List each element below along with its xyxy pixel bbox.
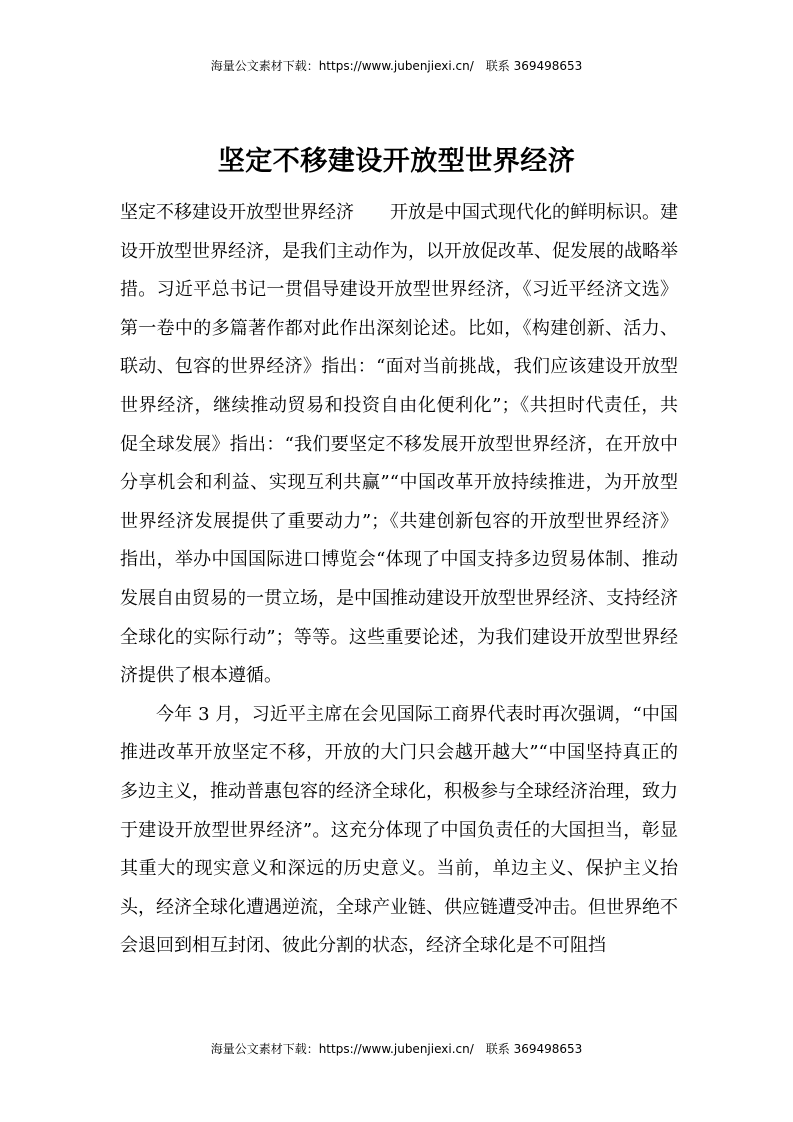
footer-contact: 联系 369498653 [485,1042,583,1056]
body-paragraph: 坚定不移建设开放型世界经济 开放是中国式现代化的鲜明标识。建设开放型世界经济，是我们主动作为，以开放促改革、促发展的战略举措。习近平总书记一贯倡导建设开放型世界经济，《习近平经济文选》第一卷中的多篇著作都对此作出深刻论述。比如，《构建创新、活力、联动、包容的世界经济》指出：“面对当前挑战，我们应该建设开放型世界经济，继续推动贸易和投资自由化便利化”；《共担时代责任，共促全球发展》指出：“我们要坚定不移发展开放型世界经济，在开放中分享机会和利益、实现互利共赢”“中国改革开放持续推进，为开放型世界经济发展提供了重要动力”；《共建创新包容的开放型世界经济》指出，举办中国国际进口博览会“体现了中国支持多边贸易体制、推动发展自由贸易的一贯立场，是中国推动建设开放型世界经济、支持经济全球化的实际行动”；等等。这些重要论述，为我们建设开放型世界经济提供了根本遵循。 [120,202,678,687]
header-url: https://www.jubenjiexi.cn/ [318,59,474,73]
document-title: 坚定不移建设开放型世界经济 [217,146,576,178]
footer-label: 海量公文素材下载： [210,1042,319,1056]
document-body [120,194,678,966]
header-contact: 联系 369498653 [485,59,583,73]
header-label: 海量公文素材下载： [210,59,319,73]
footer-url: https://www.jubenjiexi.cn/ [318,1042,474,1056]
running-header [0,58,793,74]
running-footer [0,1041,793,1057]
body-paragraph: 今年 3 月，习近平主席在会见国际工商界代表时再次强调，“中国推进改革开放坚定不移，开放的大门只会越开越大”“中国坚持真正的多边主义，推动普惠包容的经济全球化，积极参与全球经济治理，致力于建设开放型世界经济”。这充分体现了中国负责任的大国担当，彰显其重大的现实意义和深远的历史意义。当前，单边主义、保护主义抬头，经济全球化遭遇逆流，全球产业链、供应链遭受冲击。但世界绝不会退回到相互封闭、彼此分割的状态，经济全球化是不可阻挡 [120,703,678,957]
